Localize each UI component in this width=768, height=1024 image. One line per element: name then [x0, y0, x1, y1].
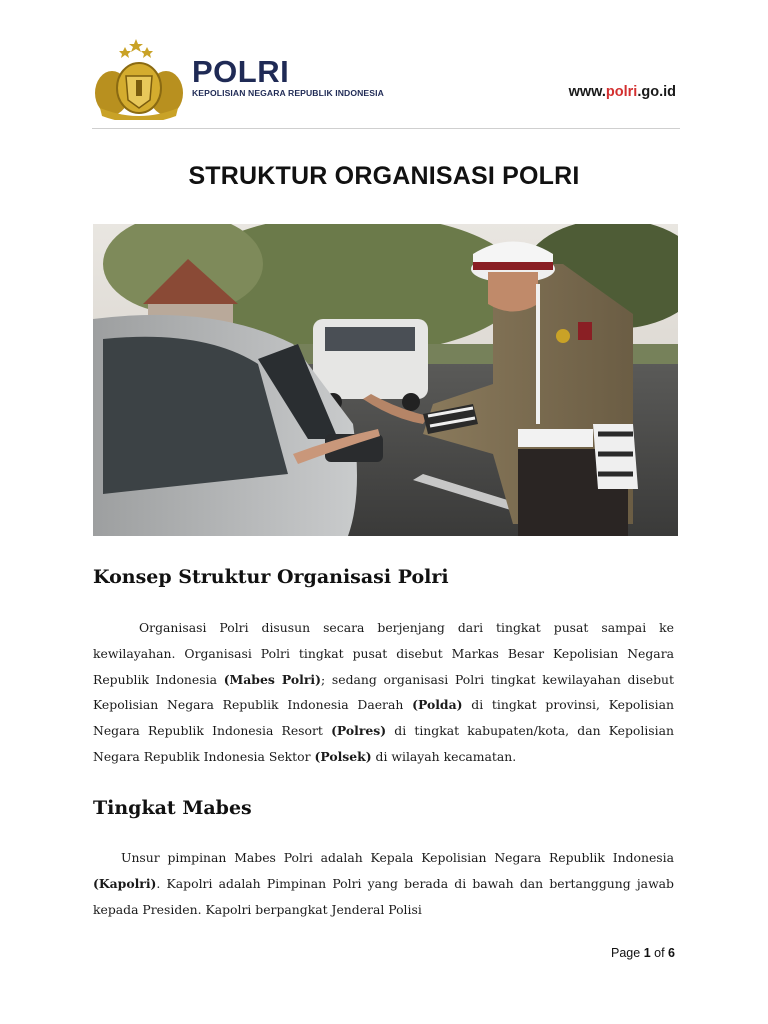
bold-term: (Polres) [331, 723, 387, 739]
total-pages: 6 [668, 946, 675, 960]
section-paragraph-konsep [93, 615, 674, 770]
bold-term: (Polda) [412, 697, 463, 713]
website-suffix: .go.id [637, 84, 676, 100]
website-highlight: polri [605, 84, 638, 100]
traffic-police-photo [93, 224, 678, 536]
section-heading-mabes: Tingkat Mabes [93, 797, 252, 819]
polri-emblem-icon [92, 38, 186, 120]
website-link[interactable] [569, 84, 676, 100]
section-heading-konsep: Konsep Struktur Organisasi Polri [93, 566, 449, 588]
text-run: di wilayah kecamatan. [371, 748, 517, 764]
page-number [611, 946, 675, 960]
document-title: STRUKTUR ORGANISASI POLRI [188, 162, 580, 190]
section-paragraph-mabes [93, 845, 674, 922]
text-run: . Kapolri adalah Pimpinan Polri yang berada di bawah dan bertanggung jawab kepada Presiden. Kapolri berpangkat Jenderal Polisi [93, 875, 674, 917]
header-divider [92, 128, 680, 129]
document-header [92, 38, 680, 118]
of-word: of [654, 946, 665, 960]
text-run: di tingkat provinsi, Kepolisian Negara Republik Indonesia Resort [93, 697, 674, 739]
brand-subtitle: KEPOLISIAN NEGARA REPUBLIK INDONESIA [192, 88, 384, 98]
text-run: Organisasi Polri disusun secara berjenjang dari tingkat pusat sampai ke kewilayahan. Organisasi Polri tingkat pusat disebut Markas Besar Kepolisian Negara Republik Indonesia [93, 620, 674, 687]
text-run: di tingkat kabupaten/kota, dan Kepolisian Negara Republik Indonesia Sektor [93, 723, 674, 764]
text-run: ; sedang organisasi Polri tingkat kewilayahan disebut Kepolisian Negara Republik Indonesia Daerah [93, 671, 674, 713]
brand-block [192, 56, 384, 98]
bold-term: (Kapolri) [93, 875, 157, 891]
brand-name: POLRI [192, 54, 290, 89]
bold-term: (Polsek) [314, 748, 372, 764]
bold-term: (Mabes Polri) [223, 671, 321, 687]
text-run: Unsur pimpinan Mabes Polri adalah Kepala Kepolisian Negara Republik Indonesia [121, 850, 674, 865]
current-page: 1 [643, 946, 651, 960]
page-word: Page [611, 946, 641, 960]
website-prefix: www. [568, 84, 606, 100]
